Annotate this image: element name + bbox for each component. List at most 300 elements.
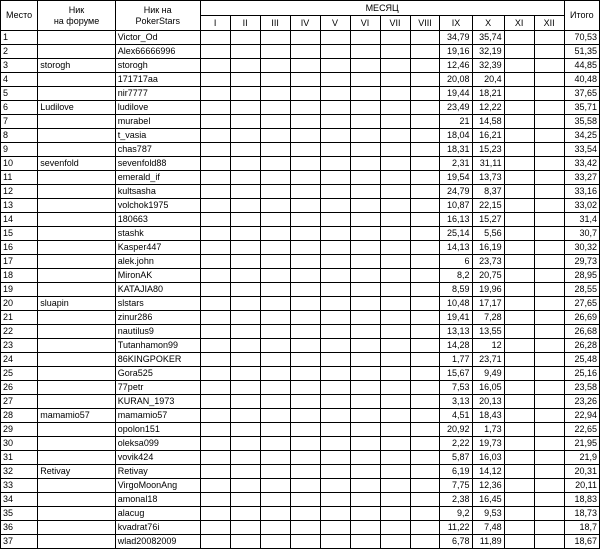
month-12-cell xyxy=(534,59,564,73)
month-1-cell xyxy=(200,269,230,283)
total-cell: 29,73 xyxy=(564,255,599,269)
month-10-cell: 7,48 xyxy=(472,521,504,535)
ps-nick-cell: 86KINGPOKER xyxy=(115,353,200,367)
place-cell: 34 xyxy=(1,493,38,507)
month-11-cell xyxy=(504,73,534,87)
month-5-cell xyxy=(320,185,350,199)
month-1-cell xyxy=(200,143,230,157)
forum-nick-cell xyxy=(38,241,116,255)
month-3-cell xyxy=(260,283,290,297)
month-5-cell xyxy=(320,535,350,549)
place-cell: 18 xyxy=(1,269,38,283)
ps-nick-cell: kvadrat76i xyxy=(115,521,200,535)
total-cell: 23,26 xyxy=(564,395,599,409)
place-cell: 5 xyxy=(1,87,38,101)
month-12-cell xyxy=(534,479,564,493)
ps-nick-cell: chas787 xyxy=(115,143,200,157)
month-4-cell xyxy=(290,325,320,339)
month-3-cell xyxy=(260,507,290,521)
month-3-cell xyxy=(260,437,290,451)
month-10-cell: 23,71 xyxy=(472,353,504,367)
month-9-cell: 20,92 xyxy=(440,423,472,437)
month-9-cell: 21 xyxy=(440,115,472,129)
month-1-cell xyxy=(200,521,230,535)
month-12-cell xyxy=(534,101,564,115)
month-6-cell xyxy=(350,367,380,381)
header-total: Итого xyxy=(564,1,599,31)
total-cell: 18,83 xyxy=(564,493,599,507)
header-forum-nick xyxy=(38,1,116,31)
month-11-cell xyxy=(504,521,534,535)
month-8-cell xyxy=(410,367,440,381)
ps-nick-cell: mamamio57 xyxy=(115,409,200,423)
place-cell: 7 xyxy=(1,115,38,129)
month-4-cell xyxy=(290,115,320,129)
month-9-cell: 7,75 xyxy=(440,479,472,493)
month-7-cell xyxy=(380,115,410,129)
month-10-cell: 18,21 xyxy=(472,87,504,101)
month-11-cell xyxy=(504,101,534,115)
month-8-cell xyxy=(410,297,440,311)
place-cell: 32 xyxy=(1,465,38,479)
month-1-cell xyxy=(200,227,230,241)
month-11-cell xyxy=(504,535,534,549)
month-9-cell: 8,59 xyxy=(440,283,472,297)
month-7-cell xyxy=(380,143,410,157)
month-9-cell: 8,2 xyxy=(440,269,472,283)
month-11-cell xyxy=(504,157,534,171)
month-4-cell xyxy=(290,73,320,87)
month-1-cell xyxy=(200,423,230,437)
month-1-cell xyxy=(200,59,230,73)
forum-nick-cell: sevenfold xyxy=(38,157,116,171)
month-1-cell xyxy=(200,255,230,269)
ps-nick-cell: Alex66666996 xyxy=(115,45,200,59)
month-3-cell xyxy=(260,311,290,325)
month-4-cell xyxy=(290,213,320,227)
month-2-cell xyxy=(230,521,260,535)
month-6-cell xyxy=(350,45,380,59)
total-cell: 44,85 xyxy=(564,59,599,73)
month-11-cell xyxy=(504,437,534,451)
month-2-cell xyxy=(230,73,260,87)
month-12-cell xyxy=(534,45,564,59)
table-row xyxy=(1,535,600,549)
month-6-cell xyxy=(350,465,380,479)
table-row xyxy=(1,409,600,423)
month-4-cell xyxy=(290,59,320,73)
total-cell: 23,58 xyxy=(564,381,599,395)
month-11-cell xyxy=(504,325,534,339)
place-cell: 13 xyxy=(1,199,38,213)
month-11-cell xyxy=(504,59,534,73)
month-6-cell xyxy=(350,297,380,311)
forum-nick-cell xyxy=(38,227,116,241)
month-6-cell xyxy=(350,171,380,185)
month-10-cell: 9,53 xyxy=(472,507,504,521)
ps-nick-cell: Gora525 xyxy=(115,367,200,381)
ps-nick-cell: alacug xyxy=(115,507,200,521)
table-row xyxy=(1,185,600,199)
month-2-cell xyxy=(230,451,260,465)
total-cell: 33,42 xyxy=(564,157,599,171)
month-6-cell xyxy=(350,325,380,339)
month-3-cell xyxy=(260,339,290,353)
month-12-cell xyxy=(534,213,564,227)
place-cell: 12 xyxy=(1,185,38,199)
table-row xyxy=(1,269,600,283)
month-3-cell xyxy=(260,199,290,213)
forum-nick-cell xyxy=(38,339,116,353)
forum-nick-cell xyxy=(38,507,116,521)
month-7-cell xyxy=(380,213,410,227)
month-10-cell: 8,37 xyxy=(472,185,504,199)
month-8-cell xyxy=(410,241,440,255)
month-12-cell xyxy=(534,423,564,437)
forum-nick-cell xyxy=(38,381,116,395)
table-row xyxy=(1,157,600,171)
month-8-cell xyxy=(410,59,440,73)
place-cell: 2 xyxy=(1,45,38,59)
month-4-cell xyxy=(290,353,320,367)
month-12-cell xyxy=(534,255,564,269)
forum-nick-cell xyxy=(38,311,116,325)
month-2-cell xyxy=(230,227,260,241)
month-1-cell xyxy=(200,101,230,115)
month-9-cell: 7,53 xyxy=(440,381,472,395)
month-10-cell: 7,28 xyxy=(472,311,504,325)
month-1-cell xyxy=(200,199,230,213)
month-3-cell xyxy=(260,325,290,339)
place-cell: 22 xyxy=(1,325,38,339)
header-month-5: V xyxy=(320,16,350,31)
place-cell: 36 xyxy=(1,521,38,535)
table-row xyxy=(1,325,600,339)
month-7-cell xyxy=(380,353,410,367)
month-1-cell xyxy=(200,381,230,395)
month-8-cell xyxy=(410,73,440,87)
month-1-cell xyxy=(200,171,230,185)
total-cell: 37,65 xyxy=(564,87,599,101)
ps-nick-cell: stashk xyxy=(115,227,200,241)
total-cell: 27,65 xyxy=(564,297,599,311)
place-cell: 16 xyxy=(1,241,38,255)
header-month-1: I xyxy=(200,16,230,31)
month-10-cell: 16,21 xyxy=(472,129,504,143)
month-10-cell: 13,55 xyxy=(472,325,504,339)
ps-nick-cell: VirgoMoonAng xyxy=(115,479,200,493)
month-6-cell xyxy=(350,255,380,269)
place-cell: 21 xyxy=(1,311,38,325)
forum-nick-cell: mamamio57 xyxy=(38,409,116,423)
total-cell: 21,95 xyxy=(564,437,599,451)
month-4-cell xyxy=(290,409,320,423)
month-9-cell: 23,49 xyxy=(440,101,472,115)
month-4-cell xyxy=(290,129,320,143)
month-2-cell xyxy=(230,157,260,171)
month-1-cell xyxy=(200,241,230,255)
forum-nick-cell xyxy=(38,535,116,549)
month-2-cell xyxy=(230,185,260,199)
month-1-cell xyxy=(200,297,230,311)
month-1-cell xyxy=(200,479,230,493)
month-1-cell xyxy=(200,353,230,367)
month-9-cell: 19,44 xyxy=(440,87,472,101)
month-12-cell xyxy=(534,325,564,339)
month-9-cell: 6 xyxy=(440,255,472,269)
month-8-cell xyxy=(410,283,440,297)
month-10-cell: 12,36 xyxy=(472,479,504,493)
month-8-cell xyxy=(410,311,440,325)
month-5-cell xyxy=(320,255,350,269)
month-7-cell xyxy=(380,171,410,185)
month-7-cell xyxy=(380,283,410,297)
month-8-cell xyxy=(410,129,440,143)
month-5-cell xyxy=(320,157,350,171)
table-row xyxy=(1,297,600,311)
table-row xyxy=(1,101,600,115)
ps-nick-cell: 180663 xyxy=(115,213,200,227)
month-1-cell xyxy=(200,367,230,381)
month-5-cell xyxy=(320,31,350,45)
month-7-cell xyxy=(380,297,410,311)
month-10-cell: 32,39 xyxy=(472,59,504,73)
month-2-cell xyxy=(230,31,260,45)
ps-nick-cell: opolon151 xyxy=(115,423,200,437)
month-9-cell: 25,14 xyxy=(440,227,472,241)
table-row xyxy=(1,479,600,493)
month-6-cell xyxy=(350,409,380,423)
month-11-cell xyxy=(504,297,534,311)
month-10-cell: 20,4 xyxy=(472,73,504,87)
month-5-cell xyxy=(320,437,350,451)
month-6-cell xyxy=(350,143,380,157)
month-10-cell: 14,12 xyxy=(472,465,504,479)
table-row xyxy=(1,353,600,367)
month-12-cell xyxy=(534,283,564,297)
month-8-cell xyxy=(410,31,440,45)
ps-nick-cell: ludilove xyxy=(115,101,200,115)
total-cell: 33,16 xyxy=(564,185,599,199)
ps-nick-cell: 171717aa xyxy=(115,73,200,87)
month-10-cell: 12,22 xyxy=(472,101,504,115)
table-row xyxy=(1,241,600,255)
month-8-cell xyxy=(410,325,440,339)
month-4-cell xyxy=(290,171,320,185)
total-cell: 25,48 xyxy=(564,353,599,367)
month-8-cell xyxy=(410,521,440,535)
month-10-cell: 13,73 xyxy=(472,171,504,185)
month-7-cell xyxy=(380,535,410,549)
month-3-cell xyxy=(260,101,290,115)
table-row xyxy=(1,73,600,87)
month-3-cell xyxy=(260,31,290,45)
month-5-cell xyxy=(320,269,350,283)
forum-nick-cell xyxy=(38,367,116,381)
month-3-cell xyxy=(260,255,290,269)
month-2-cell xyxy=(230,339,260,353)
month-7-cell xyxy=(380,255,410,269)
total-cell: 30,32 xyxy=(564,241,599,255)
month-5-cell xyxy=(320,59,350,73)
month-1-cell xyxy=(200,535,230,549)
total-cell: 18,67 xyxy=(564,535,599,549)
header-month-8: VIII xyxy=(410,16,440,31)
month-1-cell xyxy=(200,325,230,339)
table-row xyxy=(1,395,600,409)
month-11-cell xyxy=(504,87,534,101)
table-row xyxy=(1,115,600,129)
month-8-cell xyxy=(410,115,440,129)
month-4-cell xyxy=(290,381,320,395)
month-11-cell xyxy=(504,381,534,395)
month-1-cell xyxy=(200,311,230,325)
month-8-cell xyxy=(410,171,440,185)
month-11-cell xyxy=(504,367,534,381)
month-10-cell: 16,19 xyxy=(472,241,504,255)
month-6-cell xyxy=(350,59,380,73)
month-6-cell xyxy=(350,437,380,451)
month-8-cell xyxy=(410,227,440,241)
header-place: Место xyxy=(1,1,38,31)
month-7-cell xyxy=(380,437,410,451)
month-9-cell: 11,22 xyxy=(440,521,472,535)
month-1-cell xyxy=(200,283,230,297)
table-row xyxy=(1,31,600,45)
month-2-cell xyxy=(230,325,260,339)
month-6-cell xyxy=(350,185,380,199)
ps-nick-cell: amonal18 xyxy=(115,493,200,507)
month-11-cell xyxy=(504,507,534,521)
month-3-cell xyxy=(260,59,290,73)
month-8-cell xyxy=(410,255,440,269)
total-cell: 21,9 xyxy=(564,451,599,465)
month-4-cell xyxy=(290,87,320,101)
month-8-cell xyxy=(410,381,440,395)
month-7-cell xyxy=(380,395,410,409)
total-cell: 26,68 xyxy=(564,325,599,339)
month-8-cell xyxy=(410,451,440,465)
month-5-cell xyxy=(320,479,350,493)
month-10-cell: 15,27 xyxy=(472,213,504,227)
forum-nick-cell xyxy=(38,423,116,437)
month-1-cell xyxy=(200,45,230,59)
month-7-cell xyxy=(380,451,410,465)
month-7-cell xyxy=(380,45,410,59)
month-2-cell xyxy=(230,87,260,101)
forum-nick-cell xyxy=(38,213,116,227)
month-12-cell xyxy=(534,73,564,87)
month-1-cell xyxy=(200,493,230,507)
month-5-cell xyxy=(320,199,350,213)
ps-nick-cell: emerald_if xyxy=(115,171,200,185)
table-row xyxy=(1,45,600,59)
month-10-cell: 18,43 xyxy=(472,409,504,423)
month-8-cell xyxy=(410,101,440,115)
place-cell: 3 xyxy=(1,59,38,73)
place-cell: 31 xyxy=(1,451,38,465)
month-6-cell xyxy=(350,31,380,45)
month-12-cell xyxy=(534,409,564,423)
month-11-cell xyxy=(504,255,534,269)
month-4-cell xyxy=(290,255,320,269)
month-12-cell xyxy=(534,381,564,395)
month-1-cell xyxy=(200,437,230,451)
month-4-cell xyxy=(290,241,320,255)
month-3-cell xyxy=(260,381,290,395)
month-9-cell: 34,79 xyxy=(440,31,472,45)
forum-nick-cell xyxy=(38,143,116,157)
month-11-cell xyxy=(504,185,534,199)
month-4-cell xyxy=(290,199,320,213)
month-1-cell xyxy=(200,339,230,353)
table-row xyxy=(1,59,600,73)
month-1-cell xyxy=(200,31,230,45)
month-2-cell xyxy=(230,297,260,311)
month-2-cell xyxy=(230,269,260,283)
month-12-cell xyxy=(534,185,564,199)
place-cell: 19 xyxy=(1,283,38,297)
ps-nick-cell: KURAN_1973 xyxy=(115,395,200,409)
month-9-cell: 12,46 xyxy=(440,59,472,73)
total-cell: 22,94 xyxy=(564,409,599,423)
month-8-cell xyxy=(410,479,440,493)
month-5-cell xyxy=(320,297,350,311)
place-cell: 15 xyxy=(1,227,38,241)
month-8-cell xyxy=(410,185,440,199)
month-6-cell xyxy=(350,395,380,409)
month-5-cell xyxy=(320,325,350,339)
month-1-cell xyxy=(200,409,230,423)
table-row xyxy=(1,507,600,521)
header-month-3: III xyxy=(260,16,290,31)
month-7-cell xyxy=(380,367,410,381)
month-5-cell xyxy=(320,87,350,101)
month-5-cell xyxy=(320,129,350,143)
month-7-cell xyxy=(380,157,410,171)
month-7-cell xyxy=(380,493,410,507)
month-6-cell xyxy=(350,339,380,353)
month-1-cell xyxy=(200,507,230,521)
month-8-cell xyxy=(410,507,440,521)
forum-nick-cell xyxy=(38,521,116,535)
month-6-cell xyxy=(350,227,380,241)
place-cell: 29 xyxy=(1,423,38,437)
month-12-cell xyxy=(534,353,564,367)
place-cell: 17 xyxy=(1,255,38,269)
month-11-cell xyxy=(504,115,534,129)
total-cell: 30,7 xyxy=(564,227,599,241)
table-row xyxy=(1,283,600,297)
ps-nick-cell: Retivay xyxy=(115,465,200,479)
month-6-cell xyxy=(350,269,380,283)
place-cell: 23 xyxy=(1,339,38,353)
month-11-cell xyxy=(504,199,534,213)
month-9-cell: 15,67 xyxy=(440,367,472,381)
ps-nick-cell: nautilus9 xyxy=(115,325,200,339)
month-8-cell xyxy=(410,87,440,101)
header-ps-nick-text: Ник на PokerStars xyxy=(135,4,180,26)
ps-nick-cell: KATAJIA80 xyxy=(115,283,200,297)
month-10-cell: 32,19 xyxy=(472,45,504,59)
month-3-cell xyxy=(260,129,290,143)
month-1-cell xyxy=(200,213,230,227)
month-3-cell xyxy=(260,535,290,549)
month-2-cell xyxy=(230,493,260,507)
month-4-cell xyxy=(290,45,320,59)
total-cell: 31,4 xyxy=(564,213,599,227)
total-cell: 40,48 xyxy=(564,73,599,87)
